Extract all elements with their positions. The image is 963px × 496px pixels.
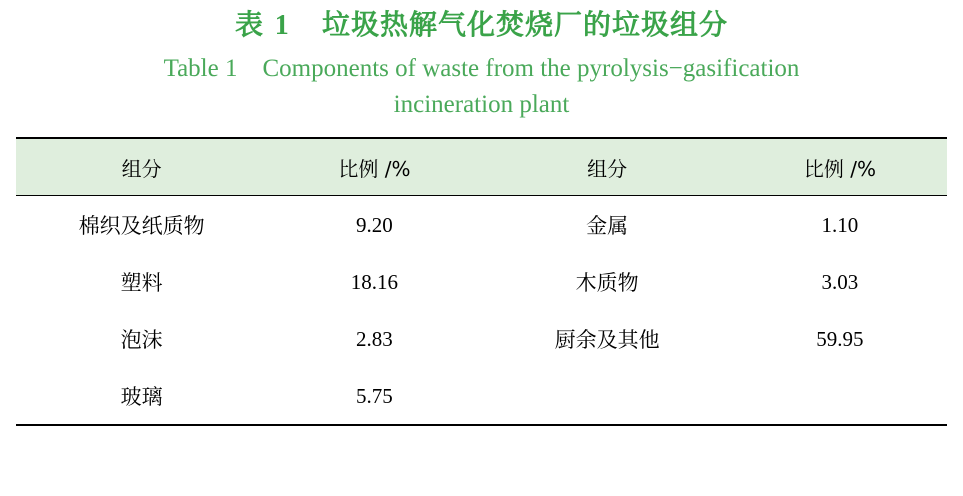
table-row — [16, 253, 947, 310]
cell-component-right: 厨余及其他 — [554, 328, 660, 353]
caption-chinese-prefix: 表 — [234, 8, 264, 41]
caption-chinese-number: 1 — [274, 10, 290, 41]
column-header-ratio-left: 比例 /% — [267, 138, 481, 196]
table-body — [16, 196, 947, 425]
cell-ratio-right: 59.95 — [816, 326, 864, 351]
cell-ratio-right: 1.10 — [821, 212, 859, 237]
caption-english-prefix: Table — [163, 54, 219, 82]
caption-english-line1: Components of waste from the pyrolysis−gasification — [262, 54, 800, 82]
caption-english — [0, 51, 963, 124]
cell-ratio-left: 9.20 — [356, 212, 393, 237]
cell-ratio-right: 3.03 — [821, 269, 859, 294]
cell-ratio-right — [733, 367, 947, 424]
caption-english-number: 1 — [224, 54, 238, 82]
column-header-component-right: 组分 — [481, 138, 732, 196]
column-header-component-left: 组分 — [16, 138, 267, 196]
table-row — [16, 196, 947, 254]
cell-component-right: 金属 — [586, 214, 629, 239]
cell-component-left: 泡沫 — [120, 328, 163, 353]
table-header — [16, 138, 947, 196]
column-header-ratio-right: 比例 /% — [733, 138, 947, 196]
cell-component-right: 木质物 — [575, 271, 639, 296]
caption-chinese — [0, 6, 963, 45]
table-row — [16, 310, 947, 367]
cell-component-right — [481, 367, 732, 424]
cell-ratio-left: 2.83 — [356, 326, 393, 351]
table-row — [16, 367, 947, 424]
cell-component-left: 棉织及纸质物 — [78, 214, 205, 239]
cell-component-left: 玻璃 — [120, 385, 163, 410]
table-caption — [0, 0, 963, 123]
cell-component-left: 塑料 — [120, 271, 163, 296]
waste-components-table — [16, 137, 947, 424]
cell-ratio-left: 5.75 — [356, 383, 393, 408]
caption-chinese-text: 垃圾热解气化焚烧厂的垃圾组分 — [322, 8, 729, 41]
caption-english-line2: incineration plant — [393, 91, 570, 119]
table-bottom-rule — [16, 424, 947, 426]
table-header-row — [16, 138, 947, 196]
cell-ratio-left: 18.16 — [350, 269, 399, 294]
